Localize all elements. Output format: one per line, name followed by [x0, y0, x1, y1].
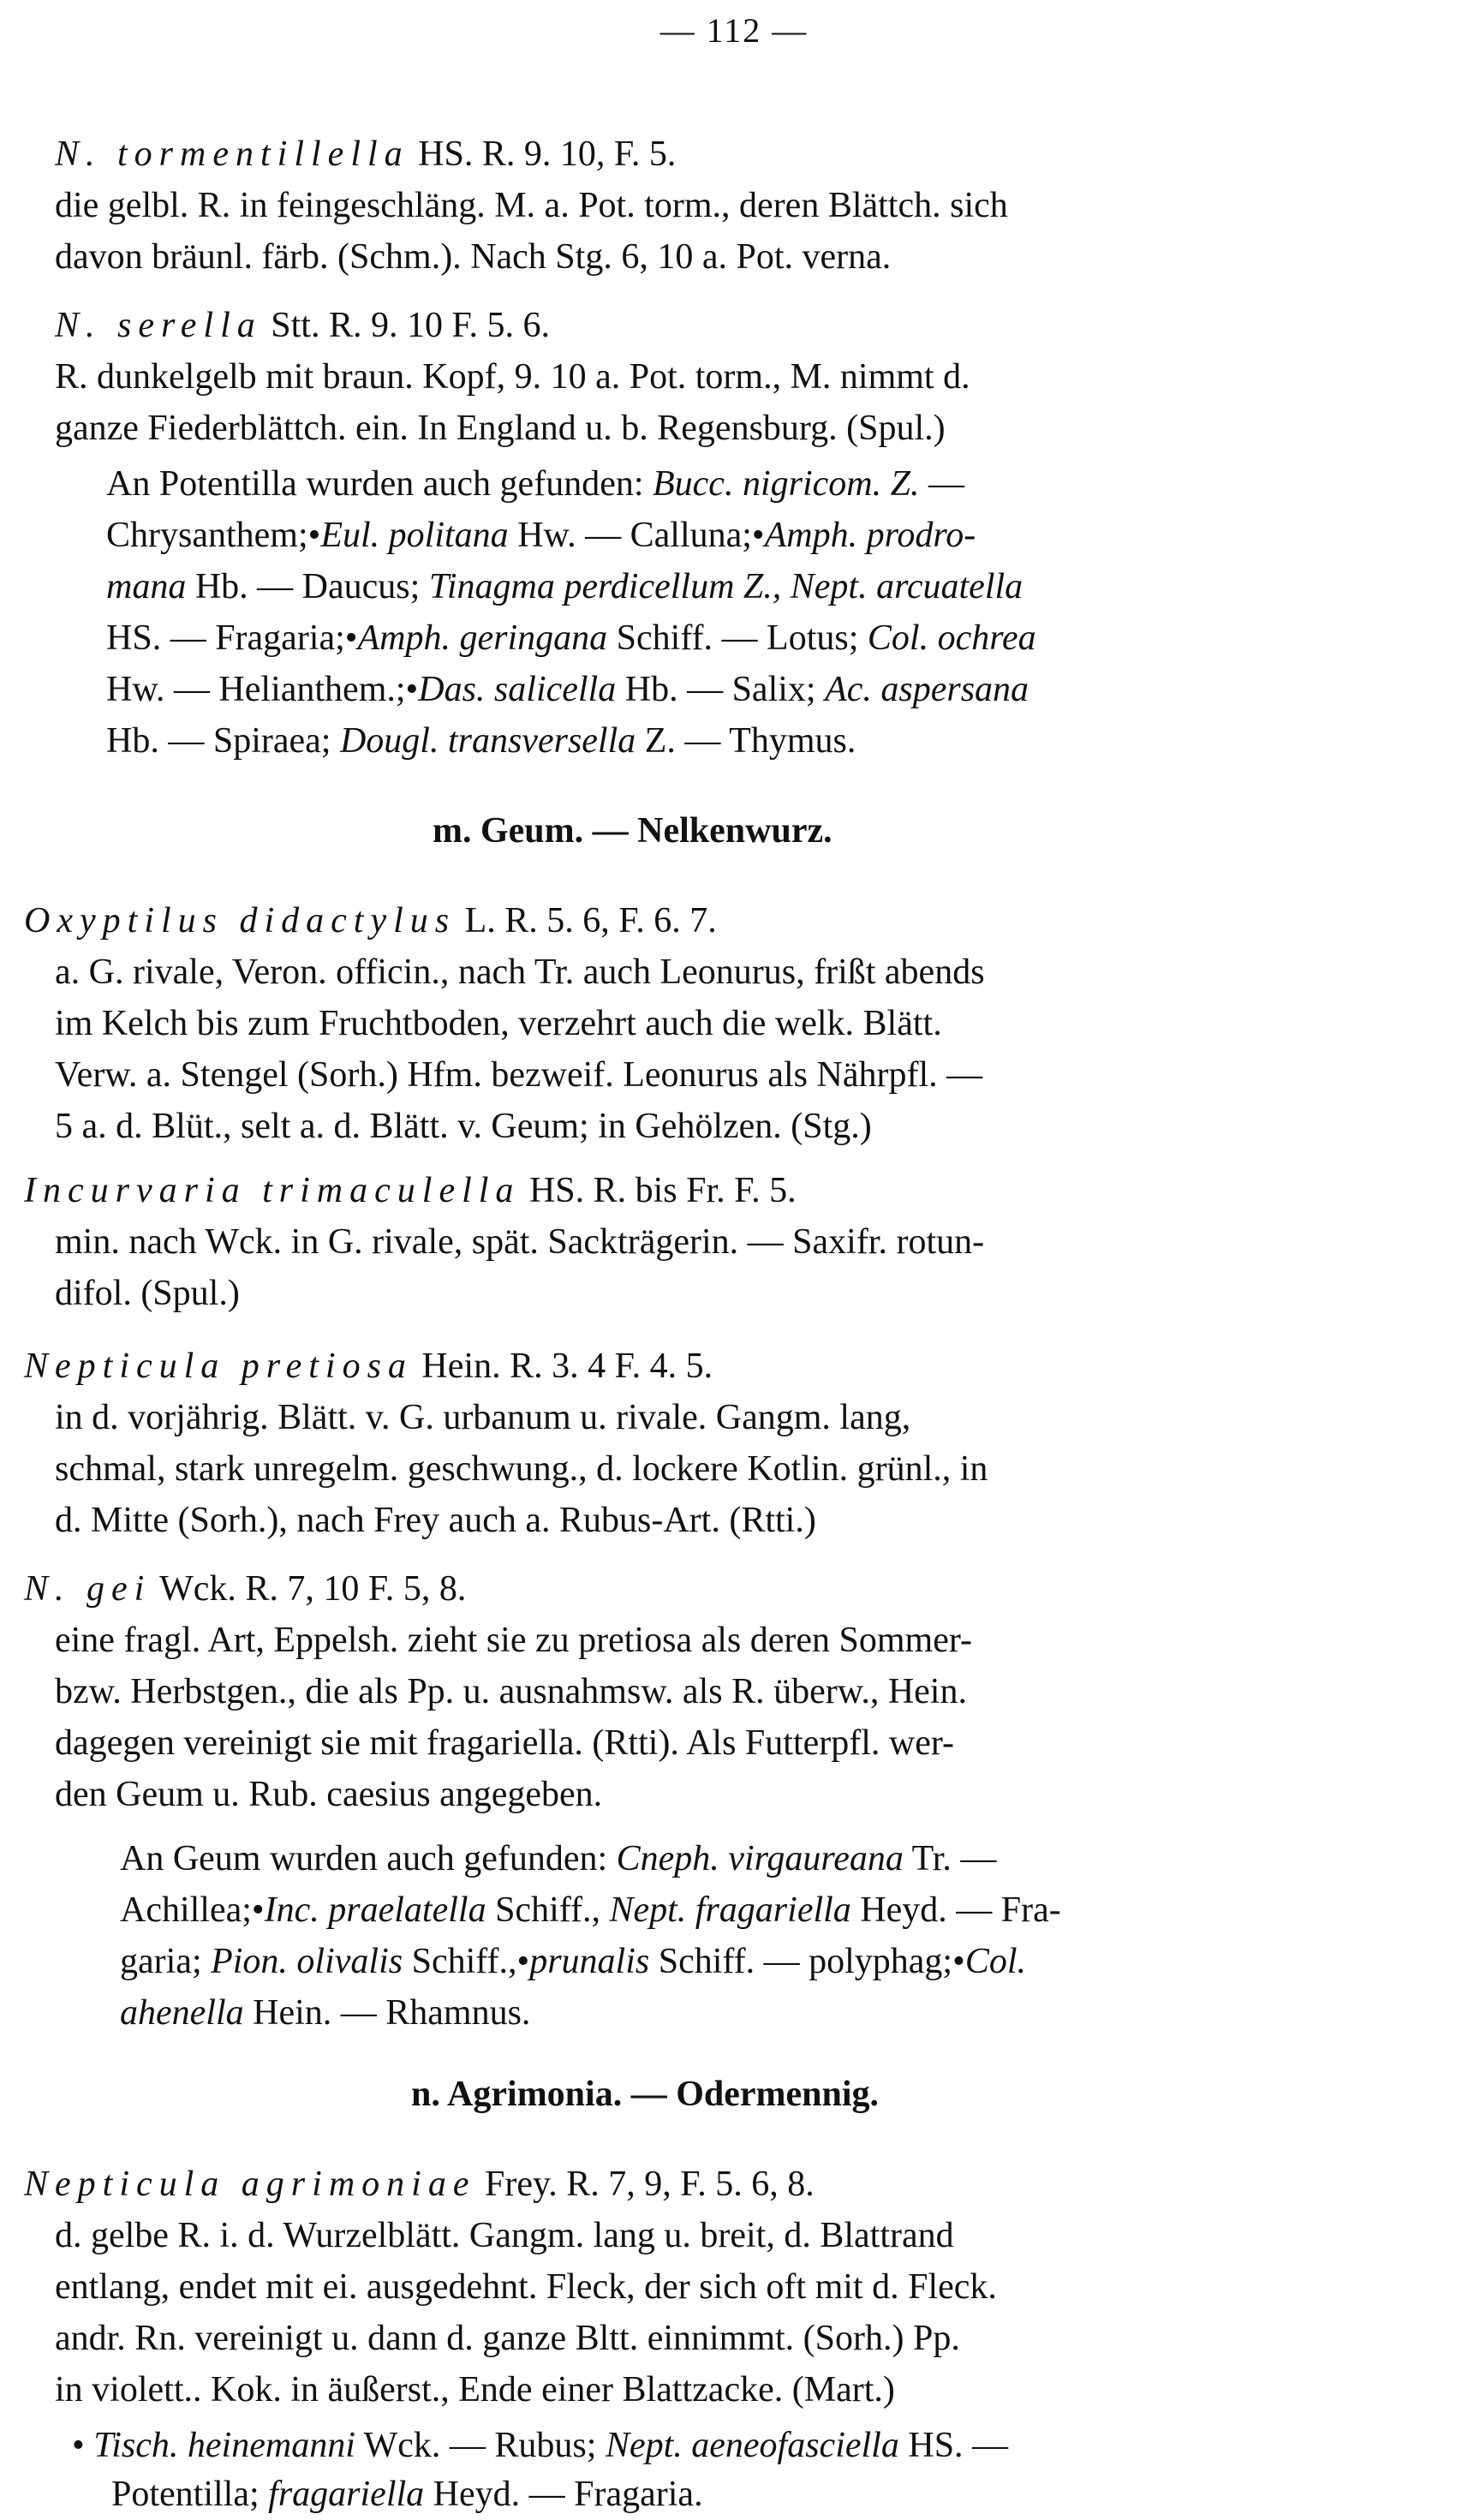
text-segment: 5 a. d. Blüt., selt a. d. Blätt. v. Geum; in Gehölzen. (Stg.)	[55, 1107, 872, 1146]
text-segment: entlang, endet mit ei. ausgedehnt. Fleck, der sich oft mit d. Fleck.	[55, 2267, 997, 2307]
text-line	[55, 300, 550, 351]
text-segment: garia;	[120, 1942, 212, 1981]
text-segment: L. R. 5. 6, F. 6. 7.	[456, 901, 717, 941]
text-segment: Geum. — Nelkenwurz.	[480, 811, 832, 851]
text-segment: Col. ochrea	[867, 618, 1036, 658]
text-line	[24, 895, 717, 946]
text-segment: schmal, stark unregelm. geschwung., d. lockere Kotlin. grünl., in	[55, 1449, 988, 1489]
text-line	[55, 998, 942, 1049]
text-line	[55, 1495, 816, 1546]
text-segment: Hb. — Salix;	[616, 670, 826, 709]
text-line	[24, 2159, 815, 2210]
text-segment: HS. R. bis Fr. F. 5.	[520, 1171, 797, 1210]
text-line	[55, 2261, 997, 2313]
text-line	[120, 1936, 1026, 1987]
text-line	[55, 351, 970, 403]
text-segment: Dougl. transversella	[339, 721, 636, 761]
text-segment: Tisch. heinemanni	[93, 2426, 355, 2465]
text-segment: davon bräunl. färb. (Schm.). Nach Stg. 6, 10 a. Pot. verna.	[55, 237, 892, 277]
text-segment: An Potentilla wurden auch gefunden:	[106, 464, 653, 504]
text-segment: Wck. — Rubus;	[355, 2426, 606, 2465]
section-heading	[411, 2069, 879, 2120]
text-segment: Hb. — Daucus;	[186, 567, 429, 606]
text-segment: Schiff.,	[486, 1890, 610, 1930]
text-segment: die gelbl. R. in feingeschläng. M. a. Pot. torm., deren Blättch. sich	[55, 186, 1008, 225]
text-segment: Stt. R. 9. 10 F. 5. 6.	[261, 306, 550, 345]
text-line	[120, 1884, 1061, 1936]
text-segment: Inc. praelatella	[264, 1890, 486, 1930]
text-segment: Wck. R. 7, 10 F. 5, 8.	[151, 1569, 467, 1609]
text-line	[55, 1717, 954, 1769]
text-line	[55, 1268, 240, 1319]
text-segment: d. Mitte (Sorh.), nach Frey auch a. Rubus-Art. (Rtti.)	[55, 1501, 816, 1540]
text-segment: Tinagma perdicellum Z., Nept. arcuatella	[428, 567, 1023, 606]
text-line	[106, 664, 1029, 715]
text-segment: bzw. Herbstgen., die als Pp. u. ausnahmsw. als R. überw., Hein.	[55, 1672, 967, 1711]
text-segment: N. serella	[55, 306, 262, 345]
text-segment: —	[919, 464, 964, 504]
text-segment: Z. — Thymus.	[636, 721, 856, 761]
text-line	[55, 1769, 602, 1820]
text-line	[55, 2210, 954, 2261]
text-segment: Tr. —	[903, 1839, 997, 1878]
text-segment: Col.	[964, 1942, 1026, 1981]
page-number: — 112 —	[659, 11, 809, 50]
text-line	[72, 2420, 1008, 2471]
text-segment: Pion. olivalis	[211, 1942, 403, 1981]
text-segment: ganze Fiederblättch. ein. In England u. b. Regensburg. (Spul.)	[55, 409, 946, 448]
text-line	[111, 2469, 703, 2520]
text-segment: Verw. a. Stengel (Sorh.) Hfm. bezweif. Leonurus als Nährpfl. —	[55, 1055, 983, 1095]
text-line	[106, 458, 964, 510]
text-segment: difol. (Spul.)	[55, 1274, 240, 1313]
text-segment: Das. salicella	[418, 670, 617, 709]
text-segment: Hein. R. 3. 4 F. 4. 5.	[412, 1347, 713, 1386]
text-segment: Bucc. nigricom. Z.	[653, 464, 920, 504]
text-line	[55, 128, 676, 180]
text-segment: mana	[106, 567, 187, 606]
text-line	[106, 510, 976, 561]
text-line	[55, 946, 985, 998]
text-segment: in violett.. Kok. in äußerst., Ende einer Blattzacke. (Mart.)	[55, 2370, 895, 2410]
text-segment: m.	[433, 811, 480, 851]
text-segment: Oxyptilus didactylus	[24, 901, 457, 941]
text-segment: eine fragl. Art, Eppelsh. zieht sie zu pretiosa als deren Sommer-	[55, 1621, 972, 1660]
text-segment: Hein. — Rhamnus.	[243, 1993, 531, 2033]
text-segment: Ac. aspersana	[825, 670, 1029, 709]
text-line	[55, 1049, 982, 1101]
text-segment: prunalis	[529, 1942, 650, 1981]
text-segment: Frey. R. 7, 9, F. 5. 6, 8.	[475, 2165, 815, 2204]
text-segment: Schiff. — polyphag;•	[649, 1942, 965, 1981]
text-segment: Hb. — Spiraea;	[106, 721, 340, 761]
text-segment: Cneph. virgaureana	[616, 1839, 904, 1878]
text-segment: Hw. — Helianthem.;•	[106, 670, 419, 709]
text-segment: Incurvaria trimaculella	[24, 1171, 521, 1210]
text-line	[120, 1987, 530, 2039]
text-segment: dagegen vereinigt sie mit fragariella. (Rtti). Als Futterpfl. wer-	[55, 1723, 954, 1763]
text-segment: d. gelbe R. i. d. Wurzelblätt. Gangm. lang u. breit, d. Blattrand	[55, 2216, 954, 2255]
text-line	[55, 2364, 895, 2415]
text-segment: Chrysanthem;•	[106, 516, 321, 555]
text-segment: Heyd. — Fragaria.	[424, 2475, 703, 2514]
text-line	[55, 1216, 984, 1268]
text-segment: HS. — Fragaria;•	[106, 618, 358, 658]
text-line	[120, 1833, 996, 1884]
text-line	[55, 180, 1008, 231]
text-segment: Schiff. — Lotus;	[607, 618, 868, 658]
text-segment: N. tormentillella	[55, 134, 409, 174]
text-segment: Nepticula pretiosa	[24, 1347, 413, 1386]
text-segment: Amph. prodro-	[764, 516, 976, 555]
text-segment: fragariella	[268, 2475, 425, 2514]
text-segment: n.	[411, 2075, 448, 2114]
text-segment: andr. Rn. vereinigt u. dann d. ganze Bltt. einnimmt. (Sorh.) Pp.	[55, 2319, 960, 2358]
text-line	[106, 612, 1036, 664]
text-segment: Nept. aeneofasciella	[605, 2426, 899, 2465]
text-segment: in d. vorjährig. Blätt. v. G. urbanum u. rivale. Gangm. lang,	[55, 1398, 911, 1437]
text-segment: Agrimonia. — Odermennig.	[447, 2075, 880, 2114]
text-line	[55, 1392, 910, 1443]
text-segment: •	[72, 2426, 94, 2465]
text-line	[24, 1165, 797, 1216]
text-segment: Nepticula agrimoniae	[24, 2165, 476, 2204]
text-segment: Heyd. — Fra-	[850, 1890, 1061, 1930]
text-segment: HS. R. 9. 10, F. 5.	[409, 134, 677, 174]
text-segment: ahenella	[120, 1993, 244, 2033]
text-segment: An Geum wurden auch gefunden:	[120, 1839, 617, 1878]
text-segment: Amph. geringana	[357, 618, 608, 658]
text-segment: Potentilla;	[111, 2475, 269, 2514]
text-line	[106, 561, 1023, 612]
text-line	[55, 1615, 972, 1666]
text-line	[55, 2313, 960, 2364]
text-line	[24, 1563, 466, 1615]
text-line	[55, 1443, 988, 1495]
text-segment: den Geum u. Rub. caesius angegeben.	[55, 1775, 603, 1814]
text-segment: R. dunkelgelb mit braun. Kopf, 9. 10 a. Pot. torm., M. nimmt d.	[55, 357, 970, 397]
text-segment: N. gei	[24, 1569, 152, 1609]
text-segment: Achillea;•	[120, 1890, 265, 1930]
text-line	[106, 715, 856, 767]
text-line	[55, 231, 891, 283]
text-segment: min. nach Wck. in G. rivale, spät. Sackträgerin. — Saxifr. rotun-	[55, 1222, 985, 1262]
text-segment: Eul. politana	[320, 516, 509, 555]
text-segment: HS. —	[898, 2426, 1009, 2465]
text-segment: Hw. — Calluna;•	[508, 516, 765, 555]
text-segment: Nept. fragariella	[609, 1890, 851, 1930]
section-heading	[433, 805, 832, 857]
text-segment: im Kelch bis zum Fruchtboden, verzehrt auch die welk. Blätt.	[55, 1004, 942, 1043]
text-segment: a. G. rivale, Veron. officin., nach Tr. auch Leonurus, frißt abends	[55, 952, 985, 992]
text-line	[55, 1101, 872, 1152]
text-line	[55, 403, 946, 454]
text-line	[24, 1341, 713, 1392]
text-segment: Schiff.,•	[403, 1942, 530, 1981]
text-line	[55, 1666, 967, 1717]
